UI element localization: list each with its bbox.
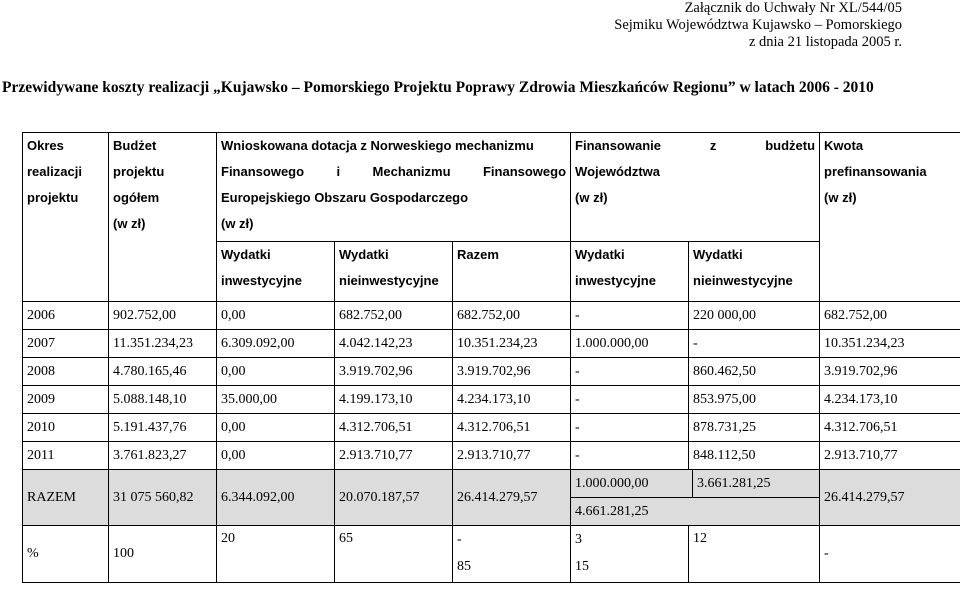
table-row: 2009 5.088.148,10 35.000,00 4.199.173,10 4.234.173,10 - 853.975,00 4.234.173,10 [23,386,960,414]
col-kwota-header: Kwota prefinansowania (w zł) [820,133,960,242]
header-row [23,133,960,242]
razem-row: RAZEM 31 075 560,82 6.344.092,00 20.070.187,57 26.414.279,57 1.000.000,00 3.661.281,25 4.661.281,25 26.414.279,57 [23,470,960,526]
table-row: 2008 4.780.165,46 0,00 3.919.702,96 3.919.702,96 - 860.462,50 3.919.702,96 [23,358,960,386]
header-line-1: Załącznik do Uchwały Nr XL/544/05 [684,0,902,16]
table-row: 2007 11.351.234,23 6.309.092,00 4.042.142,23 10.351.234,23 1.000.000,00 - 10.351.234,23 [23,330,960,358]
table-row: 2006 902.752,00 0,00 682.752,00 682.752,00 - 220 000,00 682.752,00 [23,302,960,330]
sub-inwestycyjne-2: Wydatki inwestycyjne [571,241,689,302]
sub-inwestycyjne-1: Wydatki inwestycyjne [217,241,335,302]
percent-row: % 100 20 65 - 85 3 15 12 - [23,526,960,583]
col-dotacja-header: Wnioskowana dotacja z Norweskiego mechanizmu Finansowego i Mechanizmu Finansowego Europejskiego Obszaru Gospodarczego (w zł) [217,133,571,242]
razem-wojewodztwo: 1.000.000,00 3.661.281,25 4.661.281,25 [571,470,820,526]
table-row: 2010 5.191.437,76 0,00 4.312.706,51 4.312.706,51 - 878.731,25 4.312.706,51 [23,414,960,442]
col-budzet-header: Budżet projektu ogółem (w zł) [109,133,217,242]
sub-nieinwestycyjne-2: Wydatki nieinwestycyjne [689,241,820,302]
header-line-2: Sejmiku Województwa Kujawsko – Pomorskiego [614,17,902,33]
col-wojewodztwo-header: Finansowanie z budżetu Województwa (w zł) [571,133,820,242]
sub-razem: Razem [453,241,571,302]
subheader-row [23,241,960,302]
header-line-3: z dnia 21 listopada 2005 r. [748,34,902,50]
document-title: Przewidywane koszty realizacji „Kujawsko – Pomorskiego Projektu Poprawy Zdrowia Mieszkańców Regionu” w latach 2006 - 2010 [2,79,874,96]
cost-table [22,132,960,583]
document-header [614,0,902,51]
razem-label: RAZEM [23,470,109,526]
col-okres-header: Okres realizacji projektu [23,133,109,242]
sub-nieinwestycyjne-1: Wydatki nieinwestycyjne [335,241,453,302]
table-row: 2011 3.761.823,27 0,00 2.913.710,77 2.913.710,77 - 848.112,50 2.913.710,77 [23,442,960,470]
percent-label: % [23,526,109,583]
